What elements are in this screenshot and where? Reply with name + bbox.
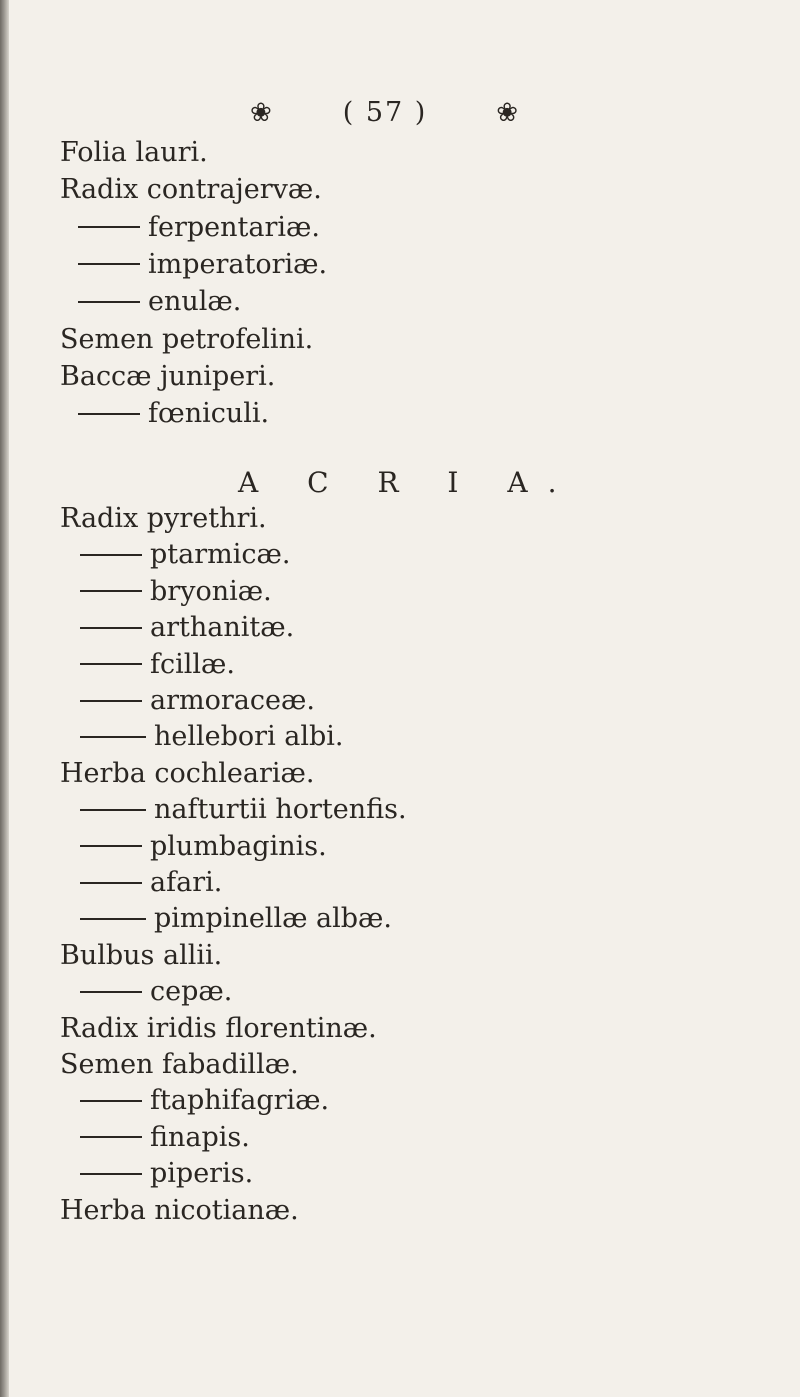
ornament-left-icon: ❀ bbox=[250, 97, 274, 128]
entry-line bbox=[60, 324, 313, 356]
entry-text: pimpinellæ albæ. bbox=[154, 903, 393, 935]
entry-text: fœniculi. bbox=[148, 398, 270, 430]
entry-text: finapis. bbox=[150, 1121, 250, 1153]
ditto-dash bbox=[80, 554, 142, 556]
entry-text: contrajervæ. bbox=[146, 174, 322, 206]
entry-prefix: Herba bbox=[60, 1194, 146, 1226]
entry-prefix: Radix bbox=[60, 1012, 139, 1044]
entry-line bbox=[80, 539, 290, 571]
entry-text: armoraceæ. bbox=[150, 685, 315, 716]
entry-line bbox=[80, 976, 232, 1008]
entry-text: plumbaginis. bbox=[150, 830, 327, 862]
page-header bbox=[250, 97, 520, 128]
ditto-dash bbox=[78, 413, 140, 415]
entry-line bbox=[78, 398, 269, 430]
ditto-dash bbox=[80, 918, 146, 920]
ditto-dash bbox=[80, 991, 142, 993]
entry-line bbox=[60, 137, 208, 169]
entry-line bbox=[80, 794, 407, 826]
entry-line bbox=[80, 1158, 253, 1190]
entry-text: ferpentariæ. bbox=[148, 211, 320, 243]
entry-line bbox=[60, 940, 222, 972]
entry-line bbox=[80, 576, 272, 608]
entry-text: ftaphifagriæ. bbox=[150, 1085, 330, 1117]
ditto-dash bbox=[78, 226, 140, 228]
section-heading: A C R I A. bbox=[238, 466, 577, 499]
entry-text: petrofelini. bbox=[162, 323, 314, 355]
entry-prefix: Semen bbox=[60, 323, 154, 355]
entry-text: fcillæ. bbox=[150, 648, 235, 680]
entry-prefix: Herba bbox=[60, 757, 146, 789]
entry-text: nicotianæ. bbox=[154, 1194, 299, 1226]
ditto-dash bbox=[78, 301, 140, 303]
ditto-dash bbox=[78, 263, 140, 265]
entry-line bbox=[80, 649, 235, 681]
entry-line bbox=[60, 758, 315, 790]
entry-line bbox=[78, 286, 241, 318]
ditto-dash bbox=[80, 1100, 142, 1102]
page-number: ( 57 ) bbox=[342, 97, 428, 128]
entry-text: pyrethri. bbox=[146, 503, 267, 534]
entry-text: imperatoriæ. bbox=[148, 248, 328, 280]
ditto-dash bbox=[80, 627, 142, 629]
entry-prefix: Bulbus bbox=[60, 939, 155, 971]
entry-line bbox=[78, 212, 320, 244]
entry-line bbox=[80, 1122, 250, 1154]
entry-text: afari. bbox=[150, 867, 223, 898]
entry-line bbox=[60, 503, 267, 535]
entry-text: enulæ. bbox=[148, 286, 242, 318]
entry-prefix: Radix bbox=[60, 503, 139, 534]
ditto-dash bbox=[80, 809, 146, 811]
entry-text: cepæ. bbox=[150, 976, 233, 1008]
entry-line bbox=[60, 1013, 377, 1045]
ditto-dash bbox=[80, 590, 142, 592]
ditto-dash bbox=[80, 700, 142, 702]
entry-line bbox=[80, 721, 344, 753]
entry-text: allii. bbox=[163, 939, 223, 971]
entry-text: lauri. bbox=[135, 137, 208, 168]
entry-text: hellebori albi. bbox=[154, 721, 344, 753]
entry-text: ptarmicæ. bbox=[150, 539, 291, 571]
entry-line bbox=[80, 612, 294, 644]
entry-line bbox=[78, 249, 327, 281]
entry-text: bryoniæ. bbox=[150, 575, 272, 607]
ditto-dash bbox=[80, 1173, 142, 1175]
entry-line bbox=[80, 903, 392, 935]
entry-prefix: Semen bbox=[60, 1049, 154, 1080]
entry-line bbox=[60, 361, 275, 393]
ditto-dash bbox=[80, 845, 142, 847]
entry-line bbox=[80, 831, 327, 863]
entry-text: nafturtii hortenfis. bbox=[154, 794, 407, 826]
ditto-dash bbox=[80, 882, 142, 884]
entry-line bbox=[60, 1049, 299, 1081]
ditto-dash bbox=[80, 663, 142, 665]
entry-text: piperis. bbox=[150, 1158, 254, 1190]
entry-line bbox=[80, 1085, 329, 1117]
entry-prefix: Baccæ bbox=[60, 360, 152, 392]
entry-line bbox=[80, 867, 222, 899]
entry-line bbox=[60, 1195, 299, 1227]
entry-line bbox=[60, 174, 322, 206]
entry-line bbox=[80, 685, 315, 717]
entry-text: cochleariæ. bbox=[154, 757, 315, 789]
entry-text: juniperi. bbox=[160, 360, 276, 392]
ditto-dash bbox=[80, 736, 146, 738]
entry-prefix: Folia bbox=[60, 137, 127, 168]
ornament-right-icon: ❀ bbox=[496, 97, 520, 128]
entry-prefix: Radix bbox=[60, 174, 139, 206]
entry-text: arthanitæ. bbox=[150, 612, 295, 644]
entry-text: fabadillæ. bbox=[162, 1049, 299, 1080]
entry-text: iridis florentinæ. bbox=[146, 1012, 377, 1044]
ditto-dash bbox=[80, 1136, 142, 1138]
